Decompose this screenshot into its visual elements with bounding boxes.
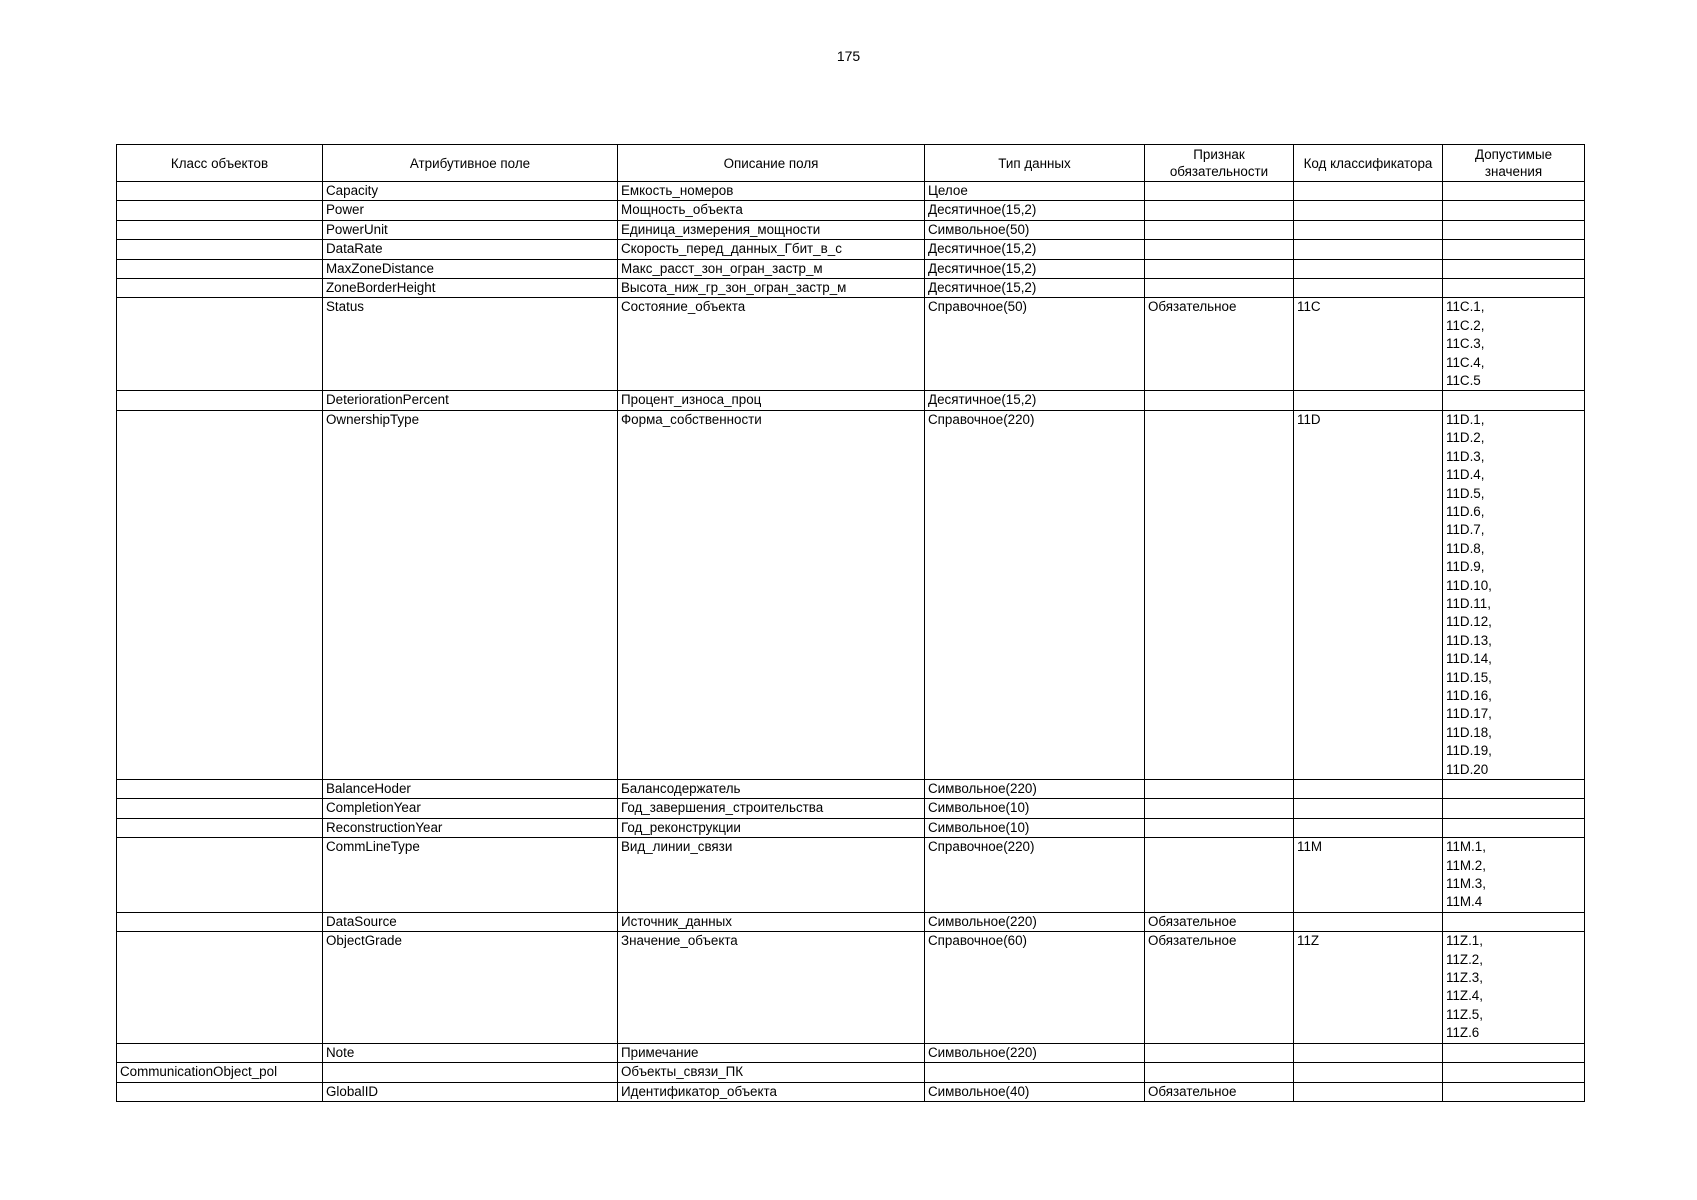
cell-values	[1443, 259, 1585, 278]
cell-description: Процент_износа_проц	[618, 391, 925, 410]
cell-type: Справочное(50)	[925, 298, 1145, 391]
cell-field: CommLineType	[323, 838, 618, 913]
table-row	[117, 838, 1585, 913]
allowed-value: 11M.2,	[1446, 857, 1486, 873]
cell-field: Note	[323, 1043, 618, 1062]
cell-values	[1443, 240, 1585, 259]
allowed-value: 11D.17,	[1446, 706, 1492, 722]
cell-type: Десятичное(15,2)	[925, 240, 1145, 259]
cell-required	[1145, 182, 1294, 201]
cell-required	[1145, 279, 1294, 298]
cell-values	[1443, 780, 1585, 799]
cell-field: GlobalID	[323, 1082, 618, 1101]
cell-field: ZoneBorderHeight	[323, 279, 618, 298]
cell-type: Символьное(40)	[925, 1082, 1145, 1101]
cell-required	[1145, 391, 1294, 410]
cell-code	[1294, 780, 1443, 799]
allowed-value: 11D.19,	[1446, 743, 1492, 759]
cell-field: BalanceHoder	[323, 780, 618, 799]
cell-description: Скорость_перед_данных_Гбит_в_с	[618, 240, 925, 259]
cell-description: Емкость_номеров	[618, 182, 925, 201]
table-row	[117, 298, 1585, 391]
allowed-value: 11M.4	[1446, 894, 1483, 910]
cell-description: Состояние_объекта	[618, 298, 925, 391]
page-number: 175	[836, 48, 861, 64]
cell-type: Десятичное(15,2)	[925, 279, 1145, 298]
cell-description: Вид_линии_связи	[618, 838, 925, 913]
allowed-value: 11D.1,	[1446, 411, 1485, 427]
cell-class	[117, 391, 323, 410]
cell-code	[1294, 818, 1443, 837]
cell-description: Макс_расст_зон_огран_застр_м	[618, 259, 925, 278]
table-body	[117, 182, 1585, 1102]
cell-field: OwnershipType	[323, 410, 618, 779]
cell-class	[117, 220, 323, 239]
cell-field: DataSource	[323, 912, 618, 931]
allowed-value: 11D.2,	[1446, 430, 1485, 446]
cell-required	[1145, 220, 1294, 239]
cell-code: 11C	[1294, 298, 1443, 391]
cell-description: Год_реконструкции	[618, 818, 925, 837]
cell-class	[117, 298, 323, 391]
table-header-row	[117, 145, 1585, 182]
cell-values	[1443, 838, 1585, 913]
cell-code	[1294, 220, 1443, 239]
cell-values	[1443, 410, 1585, 779]
allowed-value: 11M.1,	[1446, 839, 1486, 855]
cell-code	[1294, 1082, 1443, 1101]
table-row	[117, 780, 1585, 799]
cell-class	[117, 1082, 323, 1101]
cell-code	[1294, 259, 1443, 278]
cell-required	[1145, 410, 1294, 779]
cell-values	[1443, 799, 1585, 818]
cell-class	[117, 818, 323, 837]
cell-required	[1145, 780, 1294, 799]
attribute-table	[116, 144, 1585, 1102]
allowed-value: 11C.5	[1446, 373, 1481, 389]
cell-required: Обязательное	[1145, 932, 1294, 1043]
header-type: Тип данных	[925, 145, 1145, 182]
cell-values	[1443, 1063, 1585, 1082]
allowed-value: 11D.15,	[1446, 669, 1492, 685]
cell-type: Справочное(220)	[925, 838, 1145, 913]
cell-type: Десятичное(15,2)	[925, 201, 1145, 220]
cell-class	[117, 410, 323, 779]
cell-type: Символьное(50)	[925, 220, 1145, 239]
cell-required: Обязательное	[1145, 298, 1294, 391]
cell-type: Символьное(220)	[925, 1043, 1145, 1062]
cell-type	[925, 1063, 1145, 1082]
cell-class	[117, 279, 323, 298]
cell-values	[1443, 182, 1585, 201]
allowed-value: 11D.8,	[1446, 540, 1485, 556]
allowed-value: 11D.7,	[1446, 522, 1485, 538]
cell-field: DeteriorationPercent	[323, 391, 618, 410]
cell-code: 11D	[1294, 410, 1443, 779]
header-required: Признак обязательности	[1145, 145, 1294, 182]
cell-type: Символьное(220)	[925, 912, 1145, 931]
table-row	[117, 912, 1585, 931]
cell-description: Форма_собственности	[618, 410, 925, 779]
table-row	[117, 818, 1585, 837]
cell-values	[1443, 279, 1585, 298]
allowed-value: 11Z.6	[1446, 1025, 1480, 1041]
cell-field: DataRate	[323, 240, 618, 259]
cell-code	[1294, 279, 1443, 298]
cell-code	[1294, 1063, 1443, 1082]
cell-type: Символьное(220)	[925, 780, 1145, 799]
allowed-value: 11D.6,	[1446, 503, 1485, 519]
cell-field	[323, 1063, 618, 1082]
cell-code	[1294, 1043, 1443, 1062]
table-row	[117, 1063, 1585, 1082]
table-row	[117, 201, 1585, 220]
cell-field: MaxZoneDistance	[323, 259, 618, 278]
cell-class	[117, 1043, 323, 1062]
allowed-value: 11Z.4,	[1446, 988, 1483, 1004]
cell-description: Год_завершения_строительства	[618, 799, 925, 818]
cell-description: Идентификатор_объекта	[618, 1082, 925, 1101]
table-row	[117, 259, 1585, 278]
allowed-value: 11C.3,	[1446, 336, 1485, 352]
cell-values	[1443, 818, 1585, 837]
cell-code	[1294, 391, 1443, 410]
cell-class	[117, 780, 323, 799]
table-row	[117, 391, 1585, 410]
allowed-value: 11D.3,	[1446, 448, 1485, 464]
cell-type: Символьное(10)	[925, 818, 1145, 837]
cell-class	[117, 182, 323, 201]
cell-field: CompletionYear	[323, 799, 618, 818]
allowed-value: 11D.11,	[1446, 595, 1491, 611]
allowed-value: 11C.4,	[1446, 354, 1485, 370]
cell-type: Десятичное(15,2)	[925, 259, 1145, 278]
header-description: Описание поля	[618, 145, 925, 182]
allowed-value: 11Z.1,	[1446, 933, 1483, 949]
cell-description: Примечание	[618, 1043, 925, 1062]
allowed-value: 11D.12,	[1446, 614, 1492, 630]
allowed-value: 11Z.2,	[1446, 951, 1483, 967]
cell-type: Десятичное(15,2)	[925, 391, 1145, 410]
cell-class	[117, 912, 323, 931]
allowed-value: 11D.16,	[1446, 687, 1492, 703]
cell-values	[1443, 391, 1585, 410]
cell-description: Мощность_объекта	[618, 201, 925, 220]
cell-values	[1443, 1043, 1585, 1062]
cell-field: PowerUnit	[323, 220, 618, 239]
cell-field: ReconstructionYear	[323, 818, 618, 837]
cell-type: Справочное(220)	[925, 410, 1145, 779]
cell-code: 11M	[1294, 838, 1443, 913]
allowed-value: 11D.20	[1446, 761, 1489, 777]
cell-description: Единица_измерения_мощности	[618, 220, 925, 239]
cell-code	[1294, 182, 1443, 201]
header-code: Код классификатора	[1294, 145, 1443, 182]
cell-values	[1443, 1082, 1585, 1101]
cell-code	[1294, 240, 1443, 259]
cell-required: Обязательное	[1145, 912, 1294, 931]
cell-values	[1443, 912, 1585, 931]
header-field: Атрибутивное поле	[323, 145, 618, 182]
allowed-value: 11C.2,	[1446, 317, 1485, 333]
table-row	[117, 1043, 1585, 1062]
cell-description: Высота_ниж_гр_зон_огран_застр_м	[618, 279, 925, 298]
allowed-value: 11Z.5,	[1446, 1006, 1483, 1022]
cell-class: CommunicationObject_pol	[117, 1063, 323, 1082]
cell-required	[1145, 1043, 1294, 1062]
allowed-value: 11D.18,	[1446, 724, 1492, 740]
allowed-value: 11D.9,	[1446, 559, 1485, 575]
cell-class	[117, 799, 323, 818]
cell-values	[1443, 201, 1585, 220]
cell-code	[1294, 201, 1443, 220]
cell-field: Power	[323, 201, 618, 220]
cell-class	[117, 240, 323, 259]
cell-required	[1145, 259, 1294, 278]
table-row	[117, 410, 1585, 779]
allowed-value: 11M.3,	[1446, 876, 1486, 892]
cell-field: Capacity	[323, 182, 618, 201]
allowed-value: 11D.5,	[1446, 485, 1485, 501]
cell-code: 11Z	[1294, 932, 1443, 1043]
cell-code	[1294, 799, 1443, 818]
cell-field: Status	[323, 298, 618, 391]
cell-required	[1145, 799, 1294, 818]
cell-code	[1294, 912, 1443, 931]
header-class: Класс объектов	[117, 145, 323, 182]
cell-required	[1145, 240, 1294, 259]
cell-required	[1145, 1063, 1294, 1082]
allowed-value: 11D.13,	[1446, 632, 1492, 648]
cell-required	[1145, 838, 1294, 913]
allowed-value: 11D.14,	[1446, 651, 1492, 667]
cell-field: ObjectGrade	[323, 932, 618, 1043]
cell-values	[1443, 298, 1585, 391]
cell-type: Справочное(60)	[925, 932, 1145, 1043]
table-row	[117, 220, 1585, 239]
table-row	[117, 182, 1585, 201]
allowed-value: 11D.4,	[1446, 467, 1485, 483]
cell-required	[1145, 818, 1294, 837]
cell-description: Значение_объекта	[618, 932, 925, 1043]
table-row	[117, 1082, 1585, 1101]
cell-description: Объекты_связи_ПК	[618, 1063, 925, 1082]
cell-description: Балансодержатель	[618, 780, 925, 799]
allowed-value: 11D.10,	[1446, 577, 1492, 593]
table-row	[117, 932, 1585, 1043]
cell-class	[117, 932, 323, 1043]
cell-class	[117, 201, 323, 220]
cell-values	[1443, 932, 1585, 1043]
cell-class	[117, 259, 323, 278]
allowed-value: 11C.1,	[1446, 299, 1485, 315]
cell-class	[117, 838, 323, 913]
cell-required	[1145, 201, 1294, 220]
table-row	[117, 799, 1585, 818]
allowed-value: 11Z.3,	[1446, 970, 1483, 986]
cell-type: Целое	[925, 182, 1145, 201]
cell-required: Обязательное	[1145, 1082, 1294, 1101]
cell-values	[1443, 220, 1585, 239]
cell-type: Символьное(10)	[925, 799, 1145, 818]
cell-description: Источник_данных	[618, 912, 925, 931]
header-values: Допустимые значения	[1443, 145, 1585, 182]
table-row	[117, 240, 1585, 259]
table-row	[117, 279, 1585, 298]
